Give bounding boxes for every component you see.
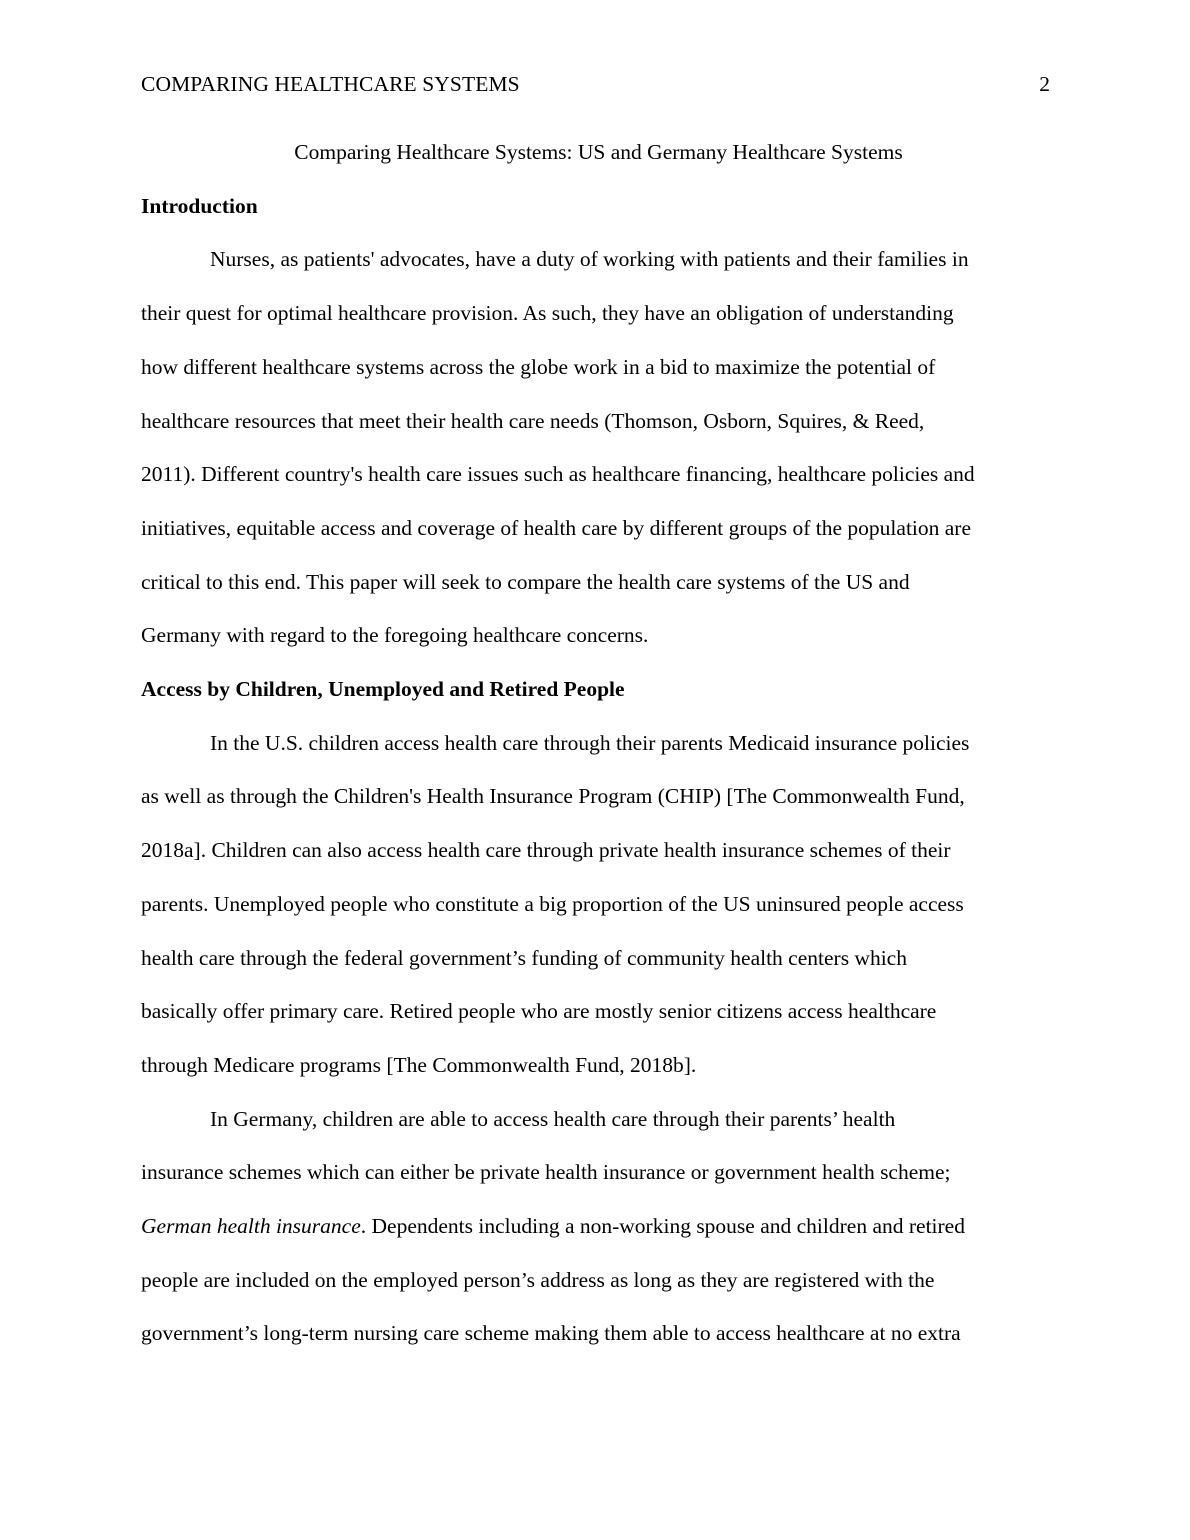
section-heading-access: Access by Children, Unemployed and Retired People: [141, 677, 625, 702]
italic-phrase: German health insurance: [141, 1214, 361, 1239]
text-line-rest: . Dependents including a non-working spouse and children and retired: [360, 1214, 965, 1239]
text-line: government’s long-term nursing care scheme making them able to access healthcare at no extra: [141, 1321, 961, 1346]
text-line: critical to this end. This paper will seek to compare the health care systems of the US and: [141, 569, 910, 594]
text-line: how different healthcare systems across the globe work in a bid to maximize the potential of: [141, 354, 936, 379]
text-line: Germany with regard to the foregoing healthcare concerns.: [141, 623, 649, 648]
text-line: 2018a]. Children can also access health care through private health insurance schemes of their: [141, 838, 951, 863]
paragraph-introduction: [141, 233, 1056, 663]
page-number: 2: [1039, 72, 1050, 96]
text-line: parents. Unemployed people who constitute a big proportion of the US uninsured people access: [141, 891, 964, 916]
text-line: insurance schemes which can either be private health insurance or government health scheme;: [141, 1160, 951, 1185]
text-line: initiatives, equitable access and coverage of health care by different groups of the population are: [141, 515, 972, 540]
running-head-title: COMPARING HEALTHCARE SYSTEMS: [141, 72, 520, 96]
section-heading-introduction: Introduction: [141, 193, 258, 218]
document-body: [141, 126, 1056, 1361]
running-head: [141, 70, 1050, 98]
text-line: their quest for optimal healthcare provision. As such, they have an obligation of understanding: [141, 301, 954, 326]
text-line: In the U.S. children access health care through their parents Medicaid insurance policies: [210, 730, 970, 755]
text-line: In Germany, children are able to access health care through their parents’ health: [210, 1106, 896, 1131]
document-title: Comparing Healthcare Systems: US and Germany Healthcare Systems: [294, 140, 903, 164]
text-line: healthcare resources that meet their health care needs (Thomson, Osborn, Squires, & Reed,: [141, 408, 925, 433]
text-line-mixed: [141, 1200, 1056, 1254]
paragraph-us-access: [141, 717, 1056, 1093]
text-line: people are included on the employed person’s address as long as they are registered with the: [141, 1267, 935, 1292]
text-line: as well as through the Children's Health Insurance Program (CHIP) [The Commonwealth Fund,: [141, 784, 965, 809]
paragraph-germany-access: [141, 1093, 1056, 1362]
text-line: 2011). Different country's health care issues such as healthcare financing, healthcare policies and: [141, 462, 975, 487]
text-line: Nurses, as patients' advocates, have a duty of working with patients and their families in: [210, 247, 969, 272]
text-line: through Medicare programs [The Commonwealth Fund, 2018b].: [141, 1052, 697, 1077]
text-line: health care through the federal government’s funding of community health centers which: [141, 945, 907, 970]
text-line: basically offer primary care. Retired people who are mostly senior citizens access healthcare: [141, 999, 937, 1024]
